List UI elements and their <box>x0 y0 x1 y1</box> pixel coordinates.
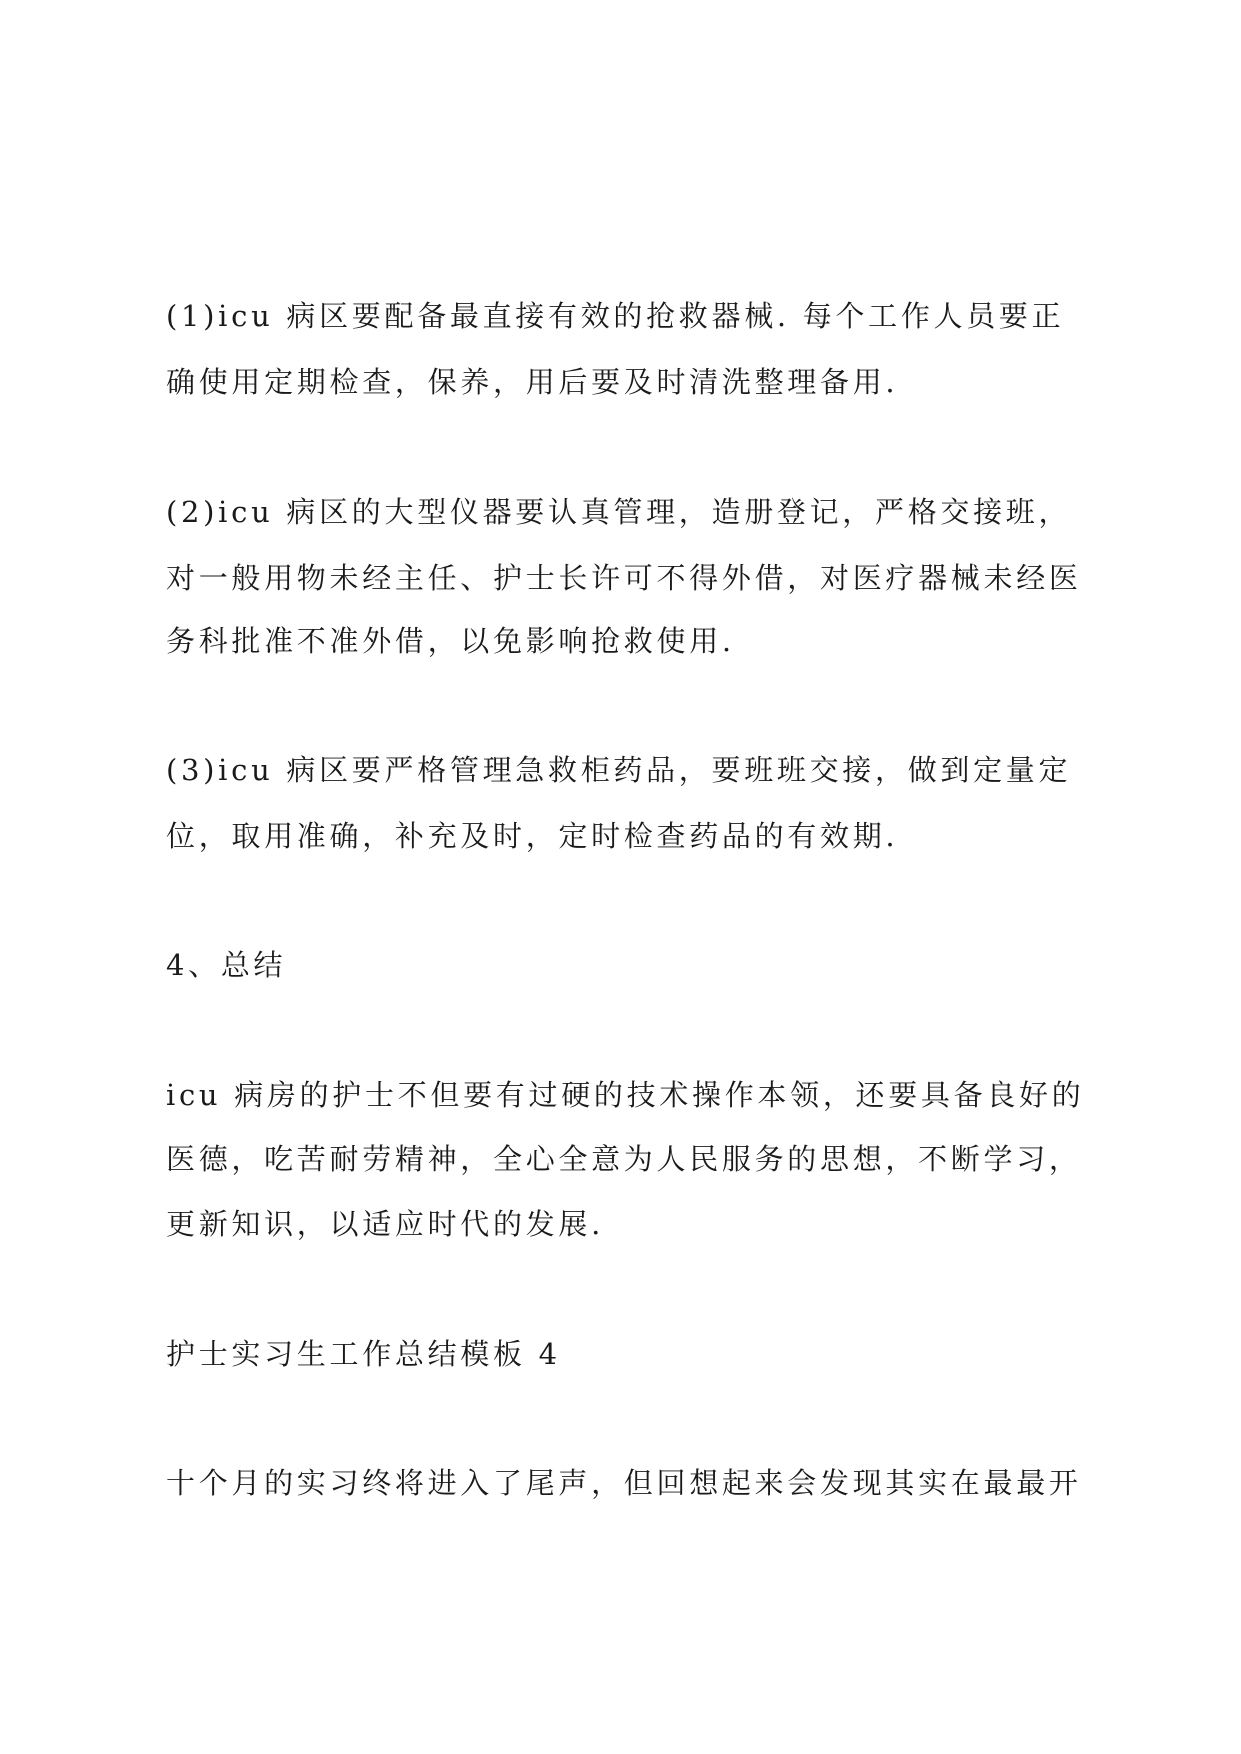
template-title: 护士实习生工作总结模板 4 <box>166 1337 561 1371</box>
section-heading-summary: 4、总结 <box>166 948 287 982</box>
paragraph-4-line-1: icu 病房的护士不但要有过硬的技术操作本领，还要具备良好的 <box>166 1078 1085 1112</box>
paragraph-2-line-2: 对一般用物未经主任、护士长许可不得外借，对医疗器械未经医 <box>166 561 1082 595</box>
paragraph-1-line-2: 确使用定期检查，保养，用后要及时清洗整理备用. <box>166 365 899 399</box>
paragraph-2-line-3: 务科批准不准外借，以免影响抢救使用. <box>166 624 735 658</box>
paragraph-4-line-3: 更新知识，以适应时代的发展. <box>166 1207 605 1241</box>
paragraph-5-line-1: 十个月的实习终将进入了尾声，但回想起来会发现其实在最最开 <box>166 1466 1082 1500</box>
paragraph-2-line-1: (2)icu 病区的大型仪器要认真管理，造册登记，严格交接班， <box>166 495 1072 529</box>
paragraph-1-line-1: (1)icu 病区要配备最直接有效的抢救器械. 每个工作人员要正 <box>166 299 1065 333</box>
paragraph-3-line-1: (3)icu 病区要严格管理急救柜药品，要班班交接，做到定量定 <box>166 753 1072 787</box>
paragraph-4-line-2: 医德，吃苦耐劳精神，全心全意为人民服务的思想，不断学习， <box>166 1142 1082 1176</box>
paragraph-3-line-2: 位，取用准确，补充及时，定时检查药品的有效期. <box>166 819 899 853</box>
